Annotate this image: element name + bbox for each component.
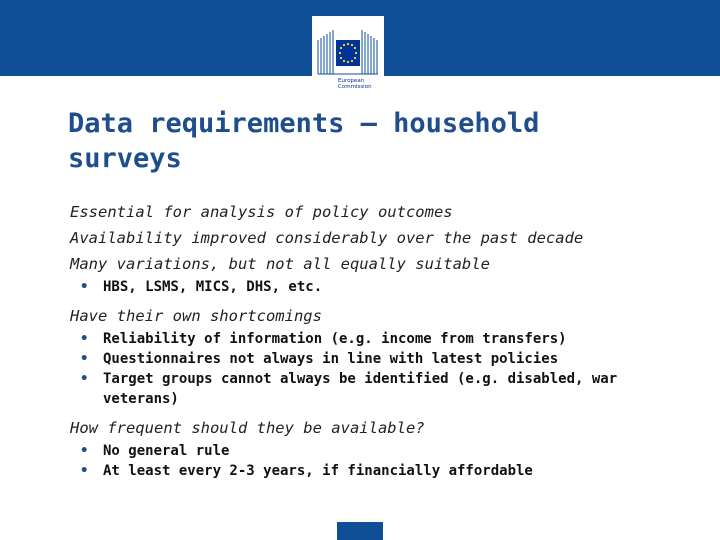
sub-bullet-text: Questionnaires not always in line with latest policies: [103, 351, 559, 367]
bullet-dot-icon: •: [80, 463, 89, 479]
european-commission-logo: [312, 16, 384, 98]
sub-bullet-target-groups: [70, 369, 690, 409]
sub-bullet-reliability: [70, 329, 690, 349]
bullet-dot-icon: •: [80, 443, 89, 459]
sub-bullet-every-2-3-years: [70, 461, 690, 481]
slide-body: [70, 199, 690, 481]
sub-bullet-text: At least every 2-3 years, if financially affordable: [103, 463, 533, 479]
sub-bullet-questionnaires: [70, 349, 690, 369]
bullet-availability: Availability improved considerably over the past decade: [70, 229, 584, 247]
sub-bullet-no-rule: [70, 441, 690, 461]
bullet-dot-icon: •: [80, 351, 89, 367]
sub-bullet-survey-types: [70, 277, 690, 297]
logo-text-line2: Commission: [338, 84, 372, 90]
bullet-frequency: How frequent should they be available?: [70, 419, 425, 437]
bullet-dot-icon: •: [80, 279, 89, 295]
sub-bullet-text: Reliability of information (e.g. income from transfers): [103, 331, 567, 347]
slide-title: Data requirements – household surveys: [68, 108, 540, 174]
sub-bullet-text: No general rule: [103, 443, 230, 459]
bullet-dot-icon: •: [80, 331, 89, 347]
sub-bullet-text: HBS, LSMS, MICS, DHS, etc.: [103, 279, 323, 295]
bullet-shortcomings: Have their own shortcomings: [70, 307, 322, 325]
logo-text-line1: European: [338, 78, 365, 84]
sub-bullet-text: Target groups cannot always be identified (e.g. disabled, war veterans): [103, 371, 618, 407]
bullet-essential: Essential for analysis of policy outcomes: [70, 203, 453, 221]
bullet-dot-icon: •: [80, 371, 89, 387]
footer-decoration: [337, 522, 383, 540]
bullet-variations: Many variations, but not all equally suitable: [70, 255, 490, 273]
